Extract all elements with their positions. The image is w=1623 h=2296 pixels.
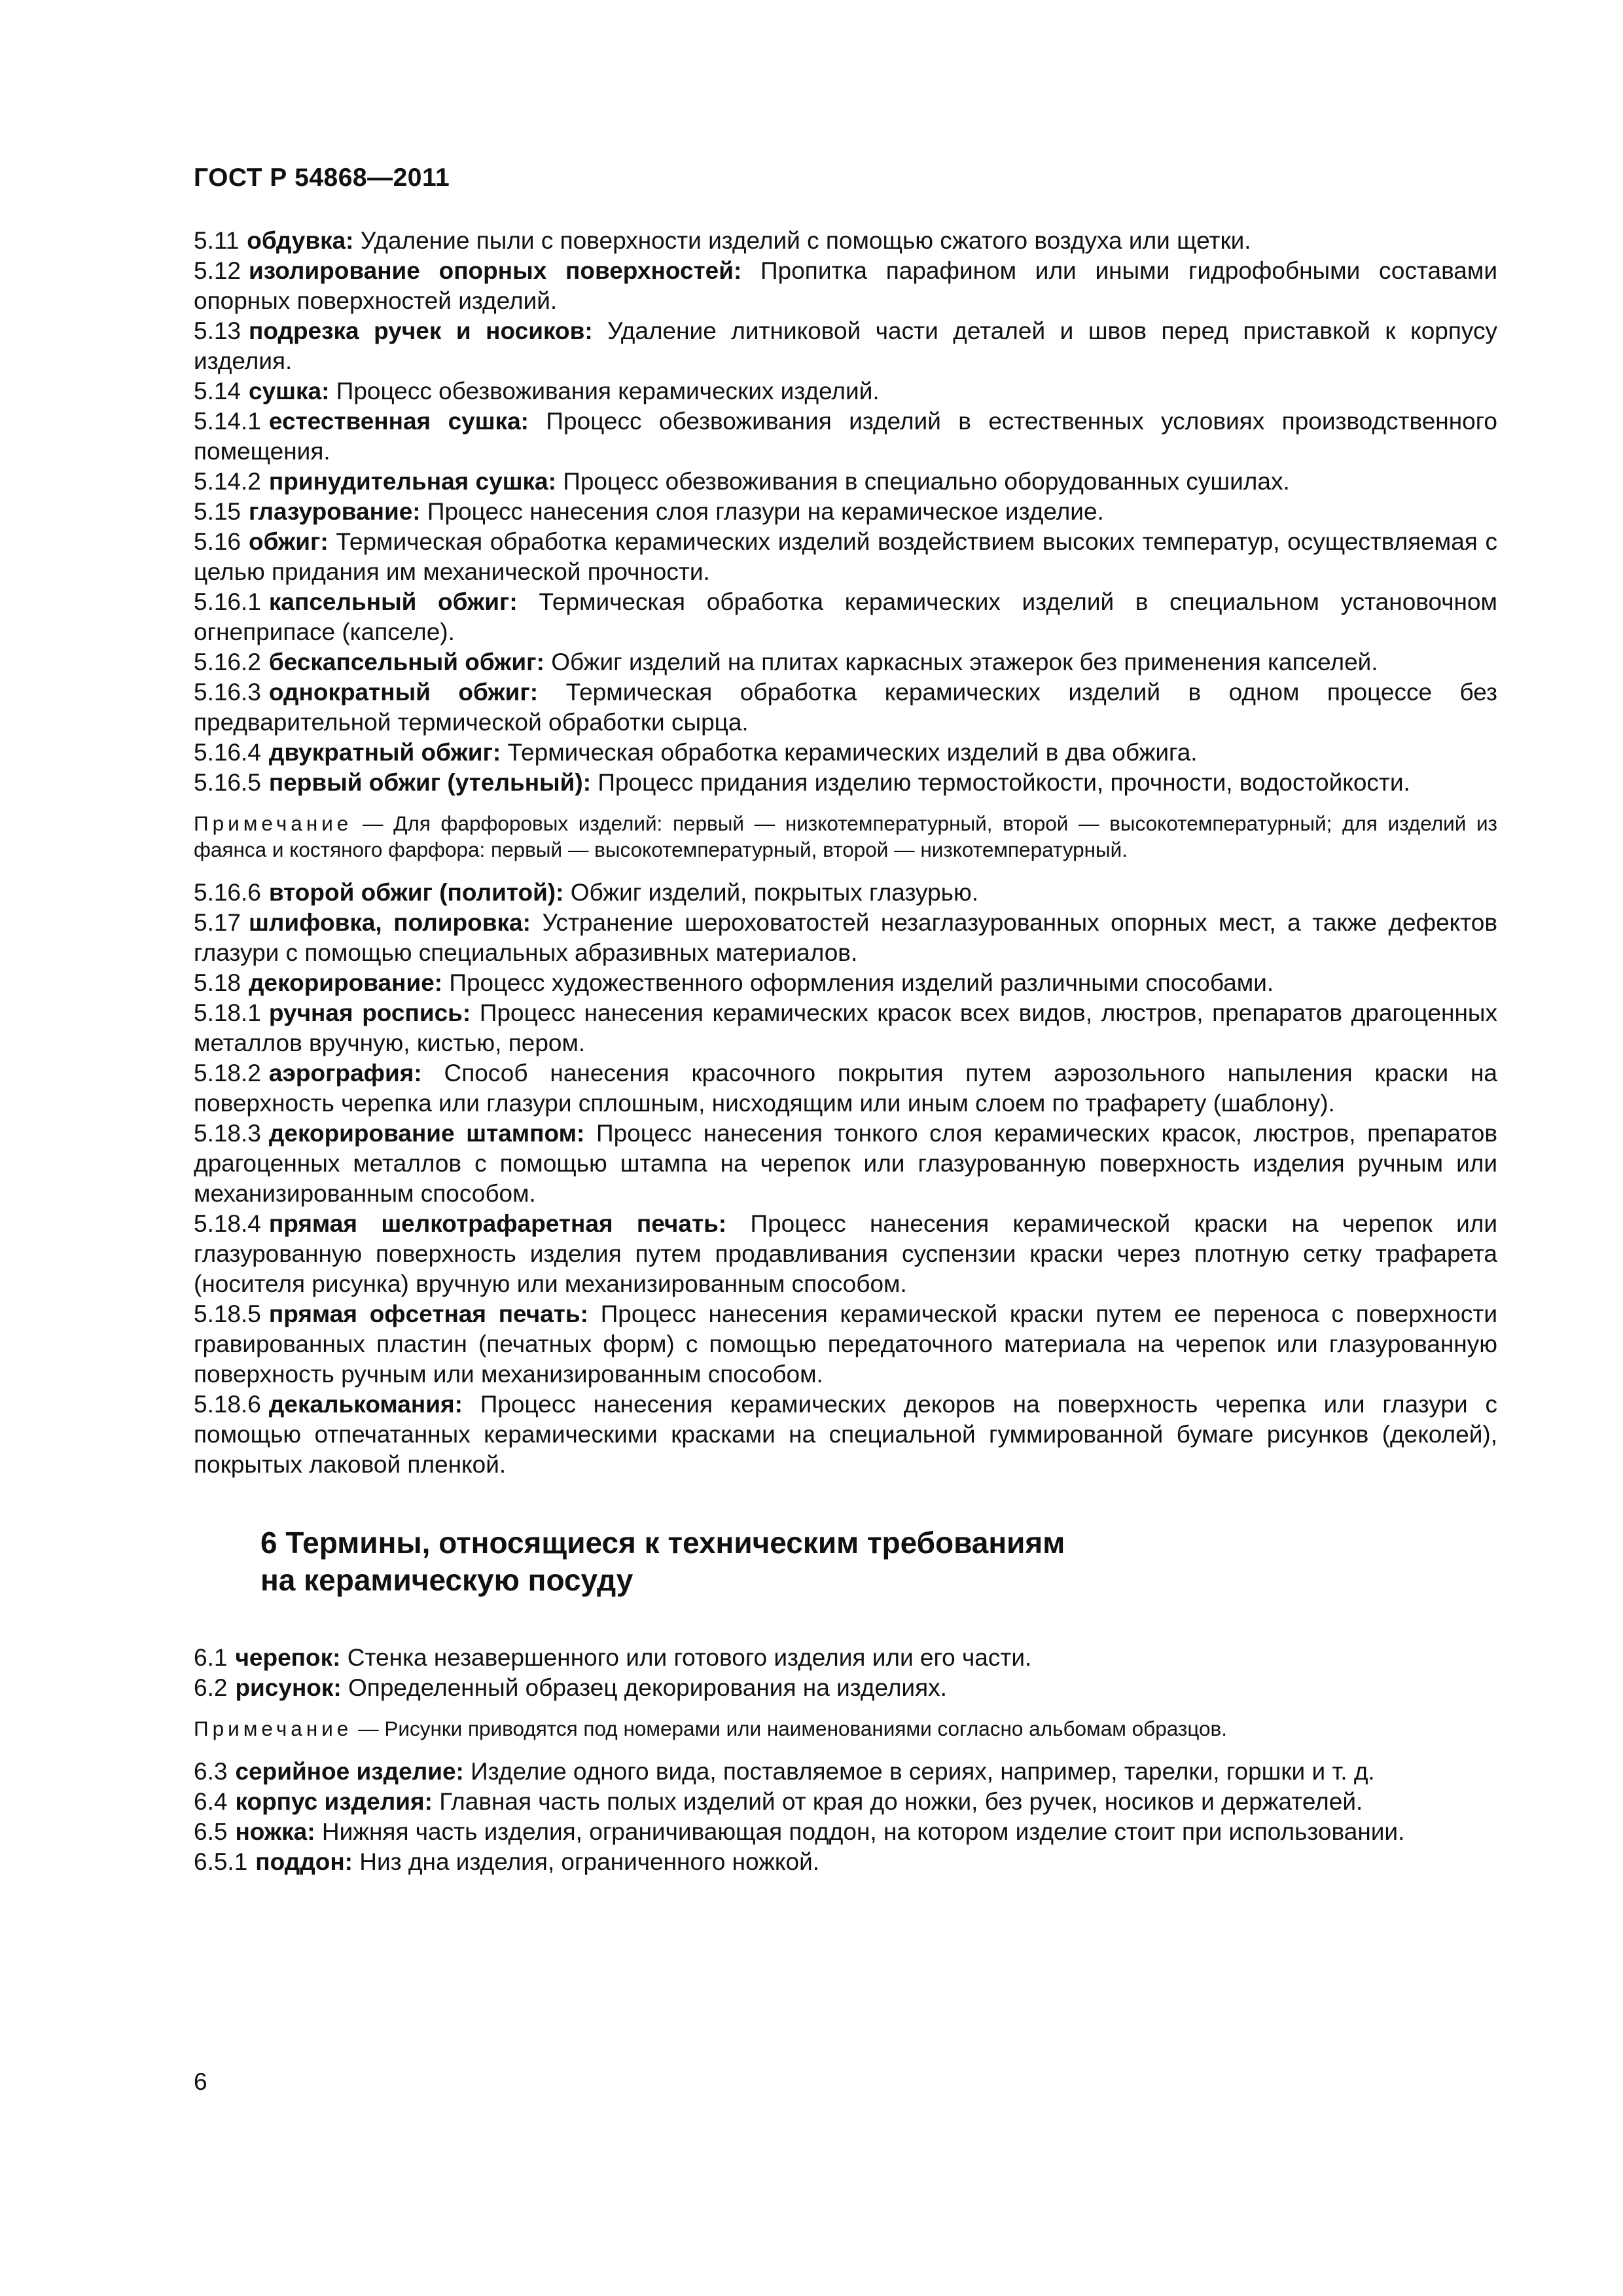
document-header: ГОСТ Р 54868—2011	[194, 164, 450, 192]
term-entry: 6.4 корпус изделия: Главная часть полых изделий от края до ножки, без ручек, носиков и держателей.	[194, 1788, 1363, 1815]
note: Примечание — Для фарфоровых изделий: первый — низкотемпературный, второй — высокотемпературный; для изделий из фаянса и костяного фарфора: первый — высокотемпературный, второй — низкотемпературный.	[194, 812, 1497, 861]
note-label: Примечание	[194, 1717, 353, 1740]
term-entry: 5.13 подрезка ручек и носиков: Удаление литниковой части деталей и швов перед приставкой к корпусу изделия.	[194, 317, 1498, 374]
term-entry: 5.17 шлифовка, полировка: Устранение шероховатостей незаглазурованных опорных мест, а также дефектов глазури с помощью специальных абразивных материалов.	[194, 909, 1498, 966]
section-heading: 6 Термины, относящиеся к техническим требованиям на керамическую посуду	[260, 1526, 1065, 1597]
term-entry: 6.2 рисунок: Определенный образец декорирования на изделиях.	[194, 1674, 947, 1701]
term-entry: 5.18.2 аэрография: Способ нанесения красочного покрытия путем аэрозольного напыления краски на поверхность черепка или глазури сплошным, нисходящим или иным слоем по трафарету (шаблону).	[194, 1060, 1497, 1117]
term-entry: 5.16.6 второй обжиг (политой): Обжиг изделий, покрытых глазурью.	[194, 879, 978, 906]
term-entry: 6.5 ножка: Нижняя часть изделия, ограничивающая поддон, на котором изделие стоит при использовании.	[194, 1818, 1405, 1845]
document-body	[194, 226, 1497, 1877]
term-entry: 5.15 глазурование: Процесс нанесения слоя глазури на керамическое изделие.	[194, 498, 1104, 525]
term-entry: 5.18.1 ручная роспись: Процесс нанесения керамических красок всех видов, люстров, препаратов драгоценных металлов вручную, кистью, пером.	[194, 999, 1498, 1056]
term-entry: 5.11 обдувка: Удаление пыли с поверхности изделий с помощью сжатого воздуха или щетки.	[194, 227, 1251, 254]
term-entry: 5.18.4 прямая шелкотрафаретная печать: Процесс нанесения керамической краски на черепок или глазурованную поверхность изделия путем продавливания суспензии краски через плотную сетку трафарета (носителя рисунка) вручную или механизированным способом.	[194, 1210, 1498, 1297]
term-entry: 5.12 изолирование опорных поверхностей: Пропитка парафином или иными гидрофобными составами опорных поверхностей изделий.	[194, 257, 1497, 314]
term-entry: 5.16 обжиг: Термическая обработка керамических изделий воздействием высоких температур, осуществляемая с целью придания им механической прочности.	[194, 528, 1497, 585]
term-entry: 5.16.1 капсельный обжиг: Термическая обработка керамических изделий в специальном установочном огнеприпасе (капселе).	[194, 588, 1497, 645]
term-entry: 5.16.5 первый обжиг (утельный): Процесс придания изделию термостойкости, прочности, водостойкости.	[194, 769, 1410, 796]
term-entry: 5.18.5 прямая офсетная печать: Процесс нанесения керамической краски путем ее переноса с поверхности гравированных пластин (печатных форм) с помощью передаточного материала на черепок или глазурованную поверхность ручным или механизированным способом.	[194, 1300, 1498, 1388]
note-label: Примечание	[194, 812, 353, 835]
page-number: 6	[194, 2068, 207, 2095]
term-entry: 5.14.2 принудительная сушка: Процесс обезвоживания в специально оборудованных сушилах.	[194, 468, 1290, 495]
term-entry: 5.14.1 естественная сушка: Процесс обезвоживания изделий в естественных условиях производственного помещения.	[194, 408, 1498, 465]
term-entry: 5.16.2 бескапсельный обжиг: Обжиг изделий на плитах каркасных этажерок без применения капселей.	[194, 649, 1378, 675]
term-entry: 5.18.6 декалькомания: Процесс нанесения керамических декоров на поверхность черепка или глазури с помощью отпечатанных керамическими красками на специальной гуммированной бумаге рисунков (деколей), покрытых лаковой пленкой.	[194, 1391, 1497, 1478]
term-entry: 5.16.4 двукратный обжиг: Термическая обработка керамических изделий в два обжига.	[194, 739, 1198, 766]
term-entry: 5.18.3 декорирование штампом: Процесс нанесения тонкого слоя керамических красок, люстров, препаратов драгоценных металлов с помощью штампа на черепок или глазурованную поверхность изделия ручным или механизированным способом.	[194, 1120, 1498, 1207]
term-entry: 5.16.3 однократный обжиг: Термическая обработка керамических изделий в одном процессе без предварительной термической обработки сырца.	[194, 679, 1498, 736]
term-entry: 6.3 серийное изделие: Изделие одного вида, поставляемое в сериях, например, тарелки, горшки и т. д.	[194, 1758, 1375, 1785]
term-entry: 5.18 декорирование: Процесс художественного оформления изделий различными способами.	[194, 969, 1274, 996]
term-entry: 6.1 черепок: Стенка незавершенного или готового изделия или его части.	[194, 1644, 1032, 1671]
term-entry: 5.14 сушка: Процесс обезвоживания керамических изделий.	[194, 378, 880, 404]
term-entry: 6.5.1 поддон: Низ дна изделия, ограниченного ножкой.	[194, 1848, 820, 1875]
note: Примечание — Рисунки приводятся под номерами или наименованиями согласно альбомам образцов.	[194, 1717, 1228, 1740]
